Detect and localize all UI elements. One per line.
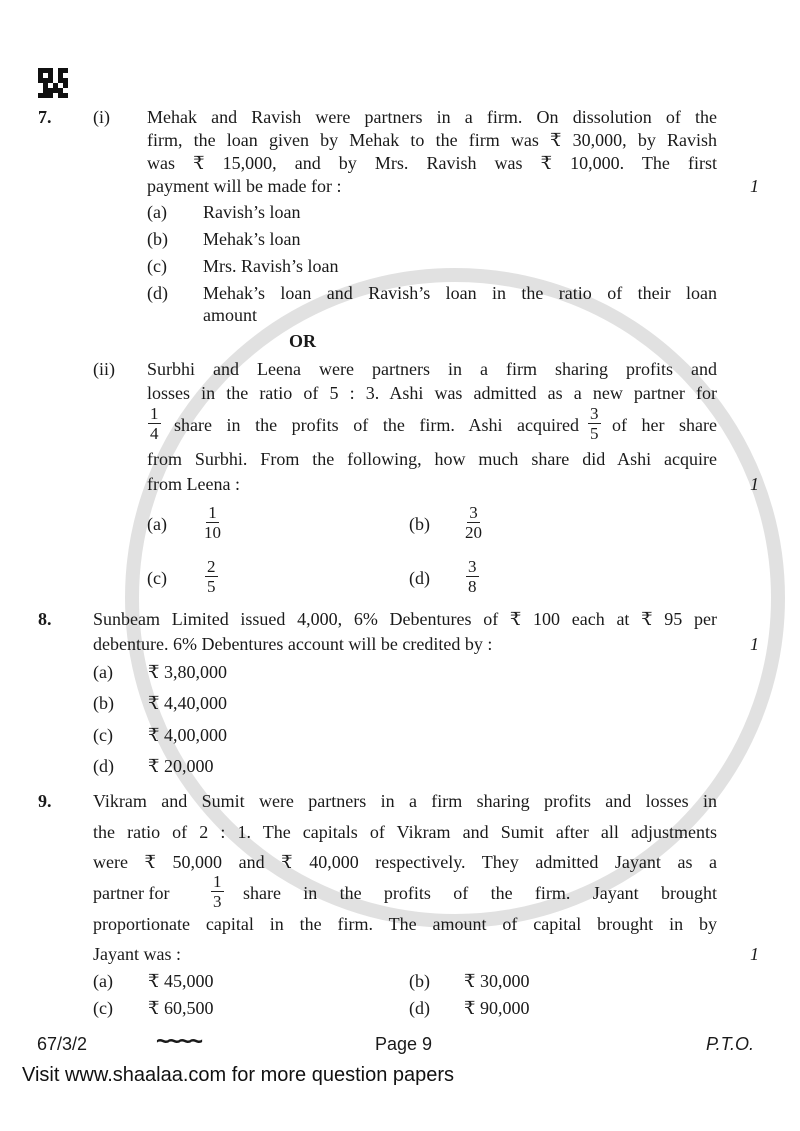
question-text: firm, the loan given by Mehak to the firm was ₹ 30,000, by Ravish <box>147 130 717 150</box>
denominator: 10 <box>204 523 221 542</box>
option-label: (a) <box>147 514 167 534</box>
paper-code: 67/3/2 <box>37 1034 88 1054</box>
question-text: from Leena : <box>147 474 240 494</box>
option-text: ₹ 45,000 <box>148 971 214 991</box>
question-text: Vikram and Sumit were partners in a firm sharing profits and losses in <box>93 791 717 811</box>
fraction <box>148 404 161 443</box>
question-number: 9. <box>38 791 52 811</box>
option-text: ₹ 4,40,000 <box>148 693 227 713</box>
marks: 1 <box>750 176 759 196</box>
option-fraction <box>466 557 479 596</box>
subpart-label: (ii) <box>93 359 115 379</box>
numerator: 1 <box>150 404 159 423</box>
option-text: ₹ 30,000 <box>464 971 530 991</box>
question-text: were ₹ 50,000 and ₹ 40,000 respectively. They admitted Jayant as a <box>93 852 717 872</box>
option-label: (d) <box>147 283 168 303</box>
option-label: (d) <box>93 756 114 776</box>
option-label: (d) <box>409 568 430 588</box>
or-separator: OR <box>289 331 316 351</box>
question-number: 8. <box>38 609 52 629</box>
question-text: from Surbhi. From the following, how much share did Ashi acquire <box>147 449 717 469</box>
option-fraction <box>205 557 218 596</box>
denominator: 5 <box>590 424 599 443</box>
question-text: Mehak and Ravish were partners in a firm. On dissolution of the <box>147 107 717 127</box>
marks: 1 <box>750 944 759 964</box>
denominator: 8 <box>468 577 477 596</box>
denominator: 4 <box>150 424 159 443</box>
option-text: ₹ 3,80,000 <box>148 662 227 682</box>
option-text: ₹ 90,000 <box>464 998 530 1018</box>
numerator: 1 <box>208 503 217 522</box>
question-text: losses in the ratio of 5 : 3. Ashi was admitted as a new partner for <box>147 383 717 403</box>
option-text: amount <box>203 305 257 325</box>
option-label: (a) <box>93 662 113 682</box>
option-label: (c) <box>147 568 167 588</box>
denominator: 3 <box>213 892 222 911</box>
squiggle-ornament: ~~~~ <box>156 1028 201 1055</box>
option-text: Ravish’s loan <box>203 202 301 222</box>
question-text: the ratio of 2 : 1. The capitals of Vikram and Sumit after all adjustments <box>93 822 717 842</box>
question-text: of her share <box>612 415 717 435</box>
option-text: Mrs. Ravish’s loan <box>203 256 339 276</box>
qr-module <box>63 93 68 98</box>
question-text: debenture. 6% Debentures account will be credited by : <box>93 634 493 654</box>
option-label: (b) <box>147 229 168 249</box>
option-label: (a) <box>93 971 113 991</box>
fraction <box>211 872 224 911</box>
question-text: proportionate capital in the firm. The amount of capital brought in by <box>93 914 717 934</box>
option-label: (b) <box>409 971 430 991</box>
visit-link[interactable]: Visit www.shaalaa.com for more question papers <box>22 1064 455 1086</box>
question-text: share in the profits of the firm. Ashi acquired <box>174 415 579 435</box>
numerator: 3 <box>468 557 477 576</box>
numerator: 1 <box>213 872 222 891</box>
pto-label: P.T.O. <box>706 1034 755 1054</box>
qr-code-icon <box>38 68 68 98</box>
option-text: Mehak’s loan and Ravish’s loan in the ratio of their loan <box>203 283 717 303</box>
question-text: Jayant was : <box>93 944 181 964</box>
marks: 1 <box>750 634 759 654</box>
option-fraction <box>204 503 221 542</box>
option-text: Mehak’s loan <box>203 229 301 249</box>
question-text: was ₹ 15,000, and by Mrs. Ravish was ₹ 10,000. The first <box>147 153 717 173</box>
option-label: (c) <box>93 725 113 745</box>
question-text: Sunbeam Limited issued 4,000, 6% Debentures of ₹ 100 each at ₹ 95 per <box>93 609 717 629</box>
numerator: 2 <box>207 557 216 576</box>
option-label: (c) <box>93 998 113 1018</box>
option-label: (c) <box>147 256 167 276</box>
option-fraction <box>465 503 482 542</box>
question-text: share in the profits of the firm. Jayant brought <box>243 883 717 903</box>
numerator: 3 <box>590 404 599 423</box>
option-label: (d) <box>409 998 430 1018</box>
question-text: payment will be made for : <box>147 176 342 196</box>
numerator: 3 <box>469 503 478 522</box>
option-label: (a) <box>147 202 167 222</box>
marks: 1 <box>750 474 759 494</box>
question-text: Surbhi and Leena were partners in a firm sharing profits and <box>147 359 717 379</box>
question-text: partner for <box>93 883 170 903</box>
denominator: 5 <box>207 577 216 596</box>
option-text: ₹ 20,000 <box>148 756 214 776</box>
option-text: ₹ 60,500 <box>148 998 214 1018</box>
question-number: 7. <box>38 107 52 127</box>
fraction <box>588 404 601 443</box>
subpart-label: (i) <box>93 107 110 127</box>
option-label: (b) <box>93 693 114 713</box>
page-number: Page 9 <box>375 1034 433 1054</box>
option-label: (b) <box>409 514 430 534</box>
option-text: ₹ 4,00,000 <box>148 725 227 745</box>
denominator: 20 <box>465 523 482 542</box>
